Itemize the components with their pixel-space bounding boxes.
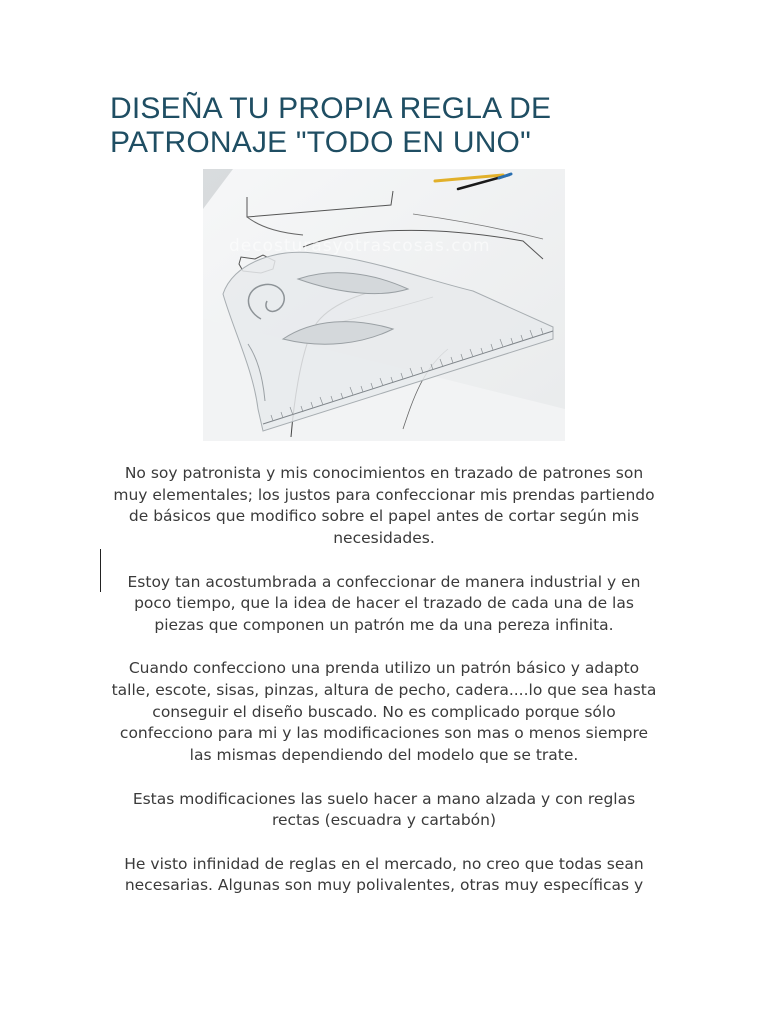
paragraph: No soy patronista y mis conocimientos en trazado de patrones son muy elementales; los justos para confeccionar mis prendas partiendo de básicos que modifico sobre el papel antes de cortar según mis necesidades. xyxy=(113,464,655,548)
text-cursor xyxy=(100,549,101,592)
article-body xyxy=(108,463,660,919)
paragraph: Estas modificaciones las suelo hacer a mano alzada y con reglas rectas (escuadra y cartabón) xyxy=(132,789,636,830)
paragraph: Cuando confecciono una prenda utilizo un patrón básico y adapto talle, escote, sisas, pinzas, altura de pecho, cadera....lo que sea hasta conseguir el diseño buscado. No es complicado porque sólo confecciono para mi y las modificaciones son mas o menos siempre las mismas dependiendo del modelo que se trate. xyxy=(111,659,657,765)
paragraph: He visto infinidad de reglas en el mercado, no creo que todas sean necesarias. Algunas son muy polivalentes, otras muy específicas y xyxy=(124,854,644,895)
page-title: DISEÑA TU PROPIA REGLA DE PATRONAJE "TODO EN UNO" xyxy=(110,92,552,159)
paragraph: Estoy tan acostumbrada a confeccionar de manera industrial y en poco tiempo, que la idea de hacer el trazado de cada una de las piezas que componen un patrón me da una pereza infinita. xyxy=(127,572,641,634)
photo-watermark: decosturasyotrascosas.com xyxy=(229,236,491,256)
pattern-ruler-photo xyxy=(203,169,565,441)
